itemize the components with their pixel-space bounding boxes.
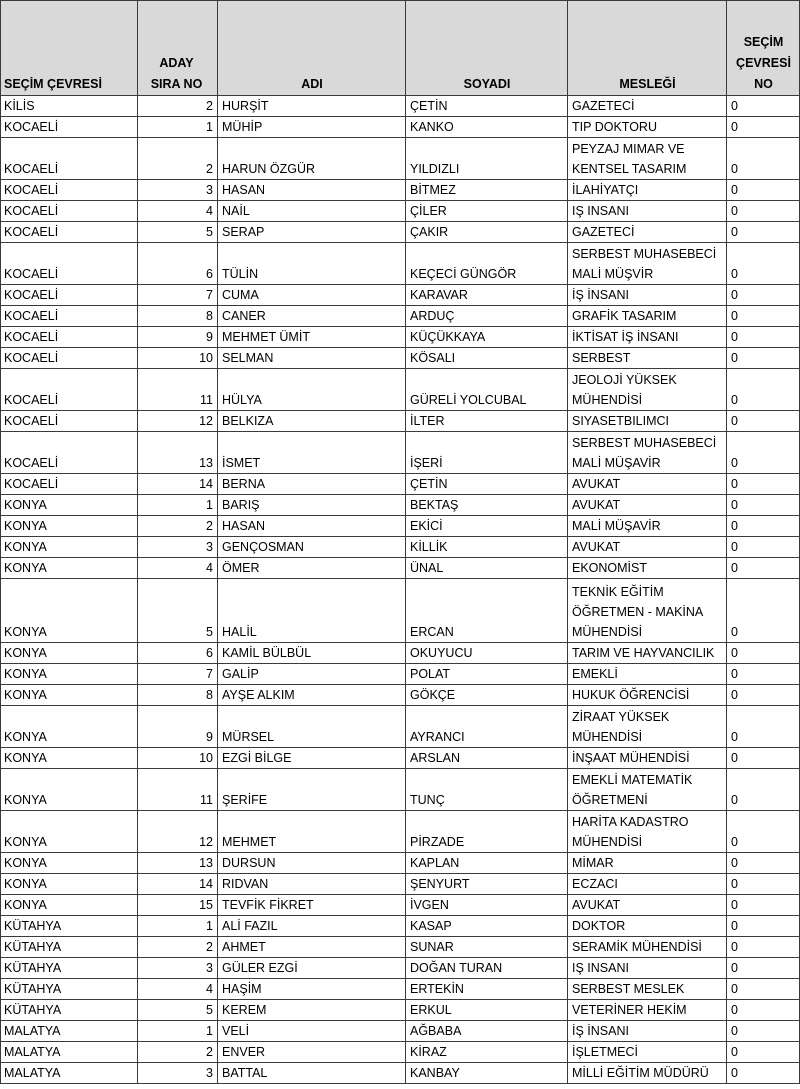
cell-secim-cevresi: KOCAELİ <box>0 411 138 432</box>
cell-aday-sira-no: 2 <box>138 138 218 180</box>
cell-soyadi: GÜRELİ YOLCUBAL <box>406 369 568 411</box>
cell-soyadi: TUNÇ <box>406 769 568 811</box>
cell-aday-sira-no: 15 <box>138 895 218 916</box>
cell-aday-sira-no: 2 <box>138 937 218 958</box>
cell-soyadi: ERTEKİN <box>406 979 568 1000</box>
cell-secim-cevresi-no: 0 <box>727 853 800 874</box>
cell-soyadi: ÇAKIR <box>406 222 568 243</box>
cell-secim-cevresi: KOCAELİ <box>0 222 138 243</box>
cell-meslegi: İLAHİYATÇI <box>568 180 727 201</box>
cell-secim-cevresi: KONYA <box>0 664 138 685</box>
cell-soyadi: KAPLAN <box>406 853 568 874</box>
table-row <box>0 201 800 222</box>
cell-soyadi: ÜNAL <box>406 558 568 579</box>
cell-soyadi: GÖKÇE <box>406 685 568 706</box>
cell-meslegi: TARIM VE HAYVANCILIK <box>568 643 727 664</box>
cell-meslegi: GRAFİK TASARIM <box>568 306 727 327</box>
table-row <box>0 685 800 706</box>
cell-secim-cevresi-no: 0 <box>727 1042 800 1063</box>
cell-secim-cevresi: KOCAELİ <box>0 138 138 180</box>
table-row <box>0 96 800 117</box>
cell-adi: GALİP <box>218 664 406 685</box>
cell-adi: RIDVAN <box>218 874 406 895</box>
cell-adi: HAŞİM <box>218 979 406 1000</box>
cell-soyadi: KİLLİK <box>406 537 568 558</box>
cell-aday-sira-no: 5 <box>138 579 218 643</box>
cell-secim-cevresi-no: 0 <box>727 579 800 643</box>
header-aday-sira-no: ADAY SIRA NO <box>138 0 218 96</box>
cell-meslegi: HUKUK ÖĞRENCİSİ <box>568 685 727 706</box>
cell-secim-cevresi-no: 0 <box>727 96 800 117</box>
table-row <box>0 138 800 180</box>
table-row <box>0 369 800 411</box>
cell-secim-cevresi: KOCAELİ <box>0 285 138 306</box>
cell-soyadi: ÇİLER <box>406 201 568 222</box>
table-row <box>0 222 800 243</box>
cell-secim-cevresi-no: 0 <box>727 685 800 706</box>
cell-aday-sira-no: 1 <box>138 117 218 138</box>
cell-meslegi: TEKNİK EĞİTİM ÖĞRETMEN - MAKİNA MÜHENDİSİ <box>568 579 727 643</box>
cell-secim-cevresi-no: 0 <box>727 432 800 474</box>
cell-adi: HARUN ÖZGÜR <box>218 138 406 180</box>
table-row <box>0 1042 800 1063</box>
cell-secim-cevresi: KÜTAHYA <box>0 979 138 1000</box>
cell-adi: MÜRSEL <box>218 706 406 748</box>
cell-aday-sira-no: 6 <box>138 643 218 664</box>
cell-aday-sira-no: 5 <box>138 222 218 243</box>
cell-soyadi: KANBAY <box>406 1063 568 1084</box>
cell-meslegi: MALİ MÜŞAVİR <box>568 516 727 537</box>
table-row <box>0 180 800 201</box>
table-row <box>0 895 800 916</box>
cell-aday-sira-no: 3 <box>138 180 218 201</box>
cell-meslegi: ECZACI <box>568 874 727 895</box>
table-row <box>0 811 800 853</box>
cell-secim-cevresi-no: 0 <box>727 958 800 979</box>
cell-secim-cevresi-no: 0 <box>727 558 800 579</box>
cell-meslegi: JEOLOJİ YÜKSEK MÜHENDİSİ <box>568 369 727 411</box>
cell-aday-sira-no: 7 <box>138 285 218 306</box>
header-soyadi: SOYADI <box>406 0 568 96</box>
cell-adi: GENÇOSMAN <box>218 537 406 558</box>
cell-secim-cevresi-no: 0 <box>727 117 800 138</box>
cell-adi: ALİ FAZIL <box>218 916 406 937</box>
cell-meslegi: VETERİNER HEKİM <box>568 1000 727 1021</box>
cell-secim-cevresi-no: 0 <box>727 979 800 1000</box>
cell-adi: NAİL <box>218 201 406 222</box>
cell-meslegi: EKONOMİST <box>568 558 727 579</box>
cell-secim-cevresi: KONYA <box>0 748 138 769</box>
cell-secim-cevresi-no: 0 <box>727 243 800 285</box>
cell-soyadi: İŞERİ <box>406 432 568 474</box>
cell-secim-cevresi-no: 0 <box>727 306 800 327</box>
cell-meslegi: SERAMİK MÜHENDİSİ <box>568 937 727 958</box>
cell-soyadi: OKUYUCU <box>406 643 568 664</box>
cell-adi: MÜHİP <box>218 117 406 138</box>
cell-adi: TÜLİN <box>218 243 406 285</box>
cell-secim-cevresi-no: 0 <box>727 706 800 748</box>
table-row <box>0 348 800 369</box>
cell-aday-sira-no: 12 <box>138 811 218 853</box>
cell-soyadi: EKİCİ <box>406 516 568 537</box>
cell-adi: İSMET <box>218 432 406 474</box>
cell-soyadi: AĞBABA <box>406 1021 568 1042</box>
cell-soyadi: ARSLAN <box>406 748 568 769</box>
cell-adi: CUMA <box>218 285 406 306</box>
cell-soyadi: KASAP <box>406 916 568 937</box>
table-row <box>0 411 800 432</box>
cell-aday-sira-no: 12 <box>138 411 218 432</box>
cell-aday-sira-no: 11 <box>138 369 218 411</box>
cell-adi: BERNA <box>218 474 406 495</box>
table-row <box>0 516 800 537</box>
cell-aday-sira-no: 4 <box>138 979 218 1000</box>
table-row <box>0 769 800 811</box>
cell-meslegi: IŞ INSANI <box>568 201 727 222</box>
cell-secim-cevresi-no: 0 <box>727 664 800 685</box>
cell-aday-sira-no: 14 <box>138 474 218 495</box>
table-row <box>0 958 800 979</box>
cell-aday-sira-no: 1 <box>138 495 218 516</box>
cell-secim-cevresi: KOCAELİ <box>0 327 138 348</box>
cell-meslegi: AVUKAT <box>568 537 727 558</box>
cell-secim-cevresi-no: 0 <box>727 201 800 222</box>
cell-secim-cevresi: KONYA <box>0 769 138 811</box>
cell-secim-cevresi: KONYA <box>0 874 138 895</box>
cell-secim-cevresi-no: 0 <box>727 411 800 432</box>
table-row <box>0 1021 800 1042</box>
table-row <box>0 474 800 495</box>
table-row <box>0 1063 800 1084</box>
cell-soyadi: KANKO <box>406 117 568 138</box>
cell-secim-cevresi: KONYA <box>0 706 138 748</box>
cell-adi: AHMET <box>218 937 406 958</box>
cell-secim-cevresi: KOCAELİ <box>0 432 138 474</box>
cell-secim-cevresi-no: 0 <box>727 937 800 958</box>
cell-meslegi: EMEKLİ MATEMATİK ÖĞRETMENİ <box>568 769 727 811</box>
cell-secim-cevresi: KOCAELİ <box>0 201 138 222</box>
cell-soyadi: PİRZADE <box>406 811 568 853</box>
cell-aday-sira-no: 2 <box>138 1042 218 1063</box>
cell-aday-sira-no: 8 <box>138 685 218 706</box>
cell-soyadi: BEKTAŞ <box>406 495 568 516</box>
table-row <box>0 1000 800 1021</box>
table-row <box>0 748 800 769</box>
table-body <box>0 96 800 1084</box>
cell-secim-cevresi: KOCAELİ <box>0 348 138 369</box>
cell-secim-cevresi-no: 0 <box>727 369 800 411</box>
cell-aday-sira-no: 10 <box>138 748 218 769</box>
header-adi: ADI <box>218 0 406 96</box>
cell-meslegi: MİLLİ EĞİTİM MÜDÜRÜ <box>568 1063 727 1084</box>
cell-secim-cevresi-no: 0 <box>727 222 800 243</box>
cell-secim-cevresi-no: 0 <box>727 895 800 916</box>
cell-soyadi: ARDUÇ <box>406 306 568 327</box>
cell-secim-cevresi-no: 0 <box>727 180 800 201</box>
cell-aday-sira-no: 5 <box>138 1000 218 1021</box>
cell-soyadi: KARAVAR <box>406 285 568 306</box>
cell-adi: HURŞİT <box>218 96 406 117</box>
cell-soyadi: YILDIZLI <box>406 138 568 180</box>
cell-meslegi: PEYZAJ MIMAR VE KENTSEL TASARIM <box>568 138 727 180</box>
cell-secim-cevresi-no: 0 <box>727 327 800 348</box>
cell-secim-cevresi: KÜTAHYA <box>0 958 138 979</box>
cell-secim-cevresi: KONYA <box>0 853 138 874</box>
cell-secim-cevresi: KONYA <box>0 811 138 853</box>
cell-meslegi: AVUKAT <box>568 895 727 916</box>
cell-meslegi: İNŞAAT MÜHENDİSİ <box>568 748 727 769</box>
cell-aday-sira-no: 7 <box>138 664 218 685</box>
cell-adi: CANER <box>218 306 406 327</box>
cell-secim-cevresi-no: 0 <box>727 874 800 895</box>
cell-secim-cevresi: MALATYA <box>0 1021 138 1042</box>
cell-secim-cevresi: KOCAELİ <box>0 243 138 285</box>
cell-aday-sira-no: 4 <box>138 558 218 579</box>
table-row <box>0 306 800 327</box>
table-row <box>0 643 800 664</box>
cell-aday-sira-no: 8 <box>138 306 218 327</box>
table-row <box>0 853 800 874</box>
cell-soyadi: KEÇECİ GÜNGÖR <box>406 243 568 285</box>
cell-secim-cevresi: KONYA <box>0 685 138 706</box>
cell-aday-sira-no: 2 <box>138 516 218 537</box>
cell-soyadi: ŞENYURT <box>406 874 568 895</box>
cell-soyadi: SUNAR <box>406 937 568 958</box>
cell-aday-sira-no: 2 <box>138 96 218 117</box>
header-secim-cevresi: SEÇİM ÇEVRESİ <box>0 0 138 96</box>
cell-secim-cevresi: KOCAELİ <box>0 180 138 201</box>
cell-secim-cevresi: KONYA <box>0 579 138 643</box>
header-secim-cevresi-no: SEÇİM ÇEVRESİ NO <box>727 0 800 96</box>
cell-adi: BATTAL <box>218 1063 406 1084</box>
cell-adi: MEHMET <box>218 811 406 853</box>
table-row <box>0 243 800 285</box>
cell-secim-cevresi: MALATYA <box>0 1063 138 1084</box>
cell-secim-cevresi: KONYA <box>0 537 138 558</box>
cell-secim-cevresi: KİLİS <box>0 96 138 117</box>
table-row <box>0 495 800 516</box>
table-row <box>0 537 800 558</box>
cell-adi: ŞERİFE <box>218 769 406 811</box>
cell-soyadi: İVGEN <box>406 895 568 916</box>
cell-meslegi: SERBEST <box>568 348 727 369</box>
cell-soyadi: İLTER <box>406 411 568 432</box>
cell-adi: TEVFİK FİKRET <box>218 895 406 916</box>
cell-adi: KEREM <box>218 1000 406 1021</box>
cell-soyadi: KÖSALI <box>406 348 568 369</box>
cell-secim-cevresi-no: 0 <box>727 811 800 853</box>
cell-meslegi: MİMAR <box>568 853 727 874</box>
header-row <box>0 0 800 96</box>
cell-meslegi: AVUKAT <box>568 474 727 495</box>
table-row <box>0 579 800 643</box>
cell-secim-cevresi: KOCAELİ <box>0 369 138 411</box>
cell-adi: HÜLYA <box>218 369 406 411</box>
table-row <box>0 327 800 348</box>
cell-secim-cevresi-no: 0 <box>727 495 800 516</box>
cell-adi: VELİ <box>218 1021 406 1042</box>
table-row <box>0 432 800 474</box>
cell-secim-cevresi-no: 0 <box>727 1000 800 1021</box>
cell-adi: MEHMET ÜMİT <box>218 327 406 348</box>
cell-adi: BELKIZA <box>218 411 406 432</box>
cell-aday-sira-no: 9 <box>138 327 218 348</box>
cell-secim-cevresi: KONYA <box>0 895 138 916</box>
cell-secim-cevresi-no: 0 <box>727 285 800 306</box>
cell-meslegi: ZİRAAT YÜKSEK MÜHENDİSİ <box>568 706 727 748</box>
cell-soyadi: POLAT <box>406 664 568 685</box>
header-meslegi: MESLEĞİ <box>568 0 727 96</box>
cell-aday-sira-no: 1 <box>138 1021 218 1042</box>
cell-aday-sira-no: 9 <box>138 706 218 748</box>
cell-meslegi: İŞLETMECİ <box>568 1042 727 1063</box>
cell-soyadi: ÇETİN <box>406 96 568 117</box>
cell-secim-cevresi: KOCAELİ <box>0 306 138 327</box>
cell-secim-cevresi-no: 0 <box>727 1021 800 1042</box>
cell-secim-cevresi-no: 0 <box>727 474 800 495</box>
table-row <box>0 558 800 579</box>
cell-secim-cevresi: KONYA <box>0 516 138 537</box>
cell-soyadi: DOĞAN TURAN <box>406 958 568 979</box>
table-row <box>0 874 800 895</box>
cell-adi: SERAP <box>218 222 406 243</box>
cell-secim-cevresi-no: 0 <box>727 138 800 180</box>
cell-meslegi: GAZETECİ <box>568 96 727 117</box>
cell-secim-cevresi-no: 0 <box>727 769 800 811</box>
cell-adi: GÜLER EZGİ <box>218 958 406 979</box>
cell-adi: EZGİ BİLGE <box>218 748 406 769</box>
cell-secim-cevresi: KONYA <box>0 643 138 664</box>
cell-secim-cevresi: KÜTAHYA <box>0 937 138 958</box>
cell-meslegi: SIYASETBILIMCI <box>568 411 727 432</box>
cell-meslegi: TIP DOKTORU <box>568 117 727 138</box>
cell-aday-sira-no: 3 <box>138 958 218 979</box>
cell-adi: HALİL <box>218 579 406 643</box>
cell-secim-cevresi-no: 0 <box>727 643 800 664</box>
cell-adi: HASAN <box>218 516 406 537</box>
table-row <box>0 979 800 1000</box>
cell-meslegi: AVUKAT <box>568 495 727 516</box>
table-row <box>0 916 800 937</box>
table-row <box>0 285 800 306</box>
cell-adi: AYŞE ALKIM <box>218 685 406 706</box>
cell-aday-sira-no: 13 <box>138 853 218 874</box>
cell-secim-cevresi-no: 0 <box>727 516 800 537</box>
cell-soyadi: BİTMEZ <box>406 180 568 201</box>
cell-adi: DURSUN <box>218 853 406 874</box>
cell-meslegi: SERBEST MUHASEBECİ MALİ MÜŞVİR <box>568 243 727 285</box>
cell-aday-sira-no: 1 <box>138 916 218 937</box>
table-row <box>0 664 800 685</box>
cell-secim-cevresi: MALATYA <box>0 1042 138 1063</box>
table-row <box>0 706 800 748</box>
cell-secim-cevresi: KONYA <box>0 558 138 579</box>
cell-aday-sira-no: 3 <box>138 537 218 558</box>
cell-adi: SELMAN <box>218 348 406 369</box>
cell-secim-cevresi-no: 0 <box>727 748 800 769</box>
cell-secim-cevresi: KOCAELİ <box>0 117 138 138</box>
cell-soyadi: KÜÇÜKKAYA <box>406 327 568 348</box>
cell-adi: ENVER <box>218 1042 406 1063</box>
cell-aday-sira-no: 6 <box>138 243 218 285</box>
cell-soyadi: KİRAZ <box>406 1042 568 1063</box>
cell-soyadi: AYRANCI <box>406 706 568 748</box>
cell-aday-sira-no: 14 <box>138 874 218 895</box>
cell-secim-cevresi: KÜTAHYA <box>0 916 138 937</box>
cell-meslegi: GAZETECİ <box>568 222 727 243</box>
cell-aday-sira-no: 11 <box>138 769 218 811</box>
cell-meslegi: HARİTA KADASTRO MÜHENDİSİ <box>568 811 727 853</box>
cell-meslegi: DOKTOR <box>568 916 727 937</box>
cell-adi: KAMİL BÜLBÜL <box>218 643 406 664</box>
cell-meslegi: İKTİSAT İŞ İNSANI <box>568 327 727 348</box>
cell-secim-cevresi: KONYA <box>0 495 138 516</box>
cell-meslegi: İŞ İNSANI <box>568 1021 727 1042</box>
cell-secim-cevresi: KÜTAHYA <box>0 1000 138 1021</box>
cell-secim-cevresi-no: 0 <box>727 1063 800 1084</box>
cell-adi: ÖMER <box>218 558 406 579</box>
cell-meslegi: SERBEST MESLEK <box>568 979 727 1000</box>
cell-adi: BARIŞ <box>218 495 406 516</box>
cell-aday-sira-no: 4 <box>138 201 218 222</box>
cell-secim-cevresi: KOCAELİ <box>0 474 138 495</box>
cell-meslegi: EMEKLİ <box>568 664 727 685</box>
cell-meslegi: SERBEST MUHASEBECİ MALİ MÜŞAVİR <box>568 432 727 474</box>
cell-aday-sira-no: 10 <box>138 348 218 369</box>
cell-aday-sira-no: 3 <box>138 1063 218 1084</box>
cell-soyadi: ÇETİN <box>406 474 568 495</box>
cell-secim-cevresi-no: 0 <box>727 537 800 558</box>
cell-aday-sira-no: 13 <box>138 432 218 474</box>
cell-meslegi: IŞ INSANI <box>568 958 727 979</box>
cell-meslegi: İŞ İNSANI <box>568 285 727 306</box>
cell-secim-cevresi-no: 0 <box>727 916 800 937</box>
table-row <box>0 117 800 138</box>
cell-soyadi: ERKUL <box>406 1000 568 1021</box>
cell-adi: HASAN <box>218 180 406 201</box>
table-row <box>0 937 800 958</box>
cell-soyadi: ERCAN <box>406 579 568 643</box>
cell-secim-cevresi-no: 0 <box>727 348 800 369</box>
